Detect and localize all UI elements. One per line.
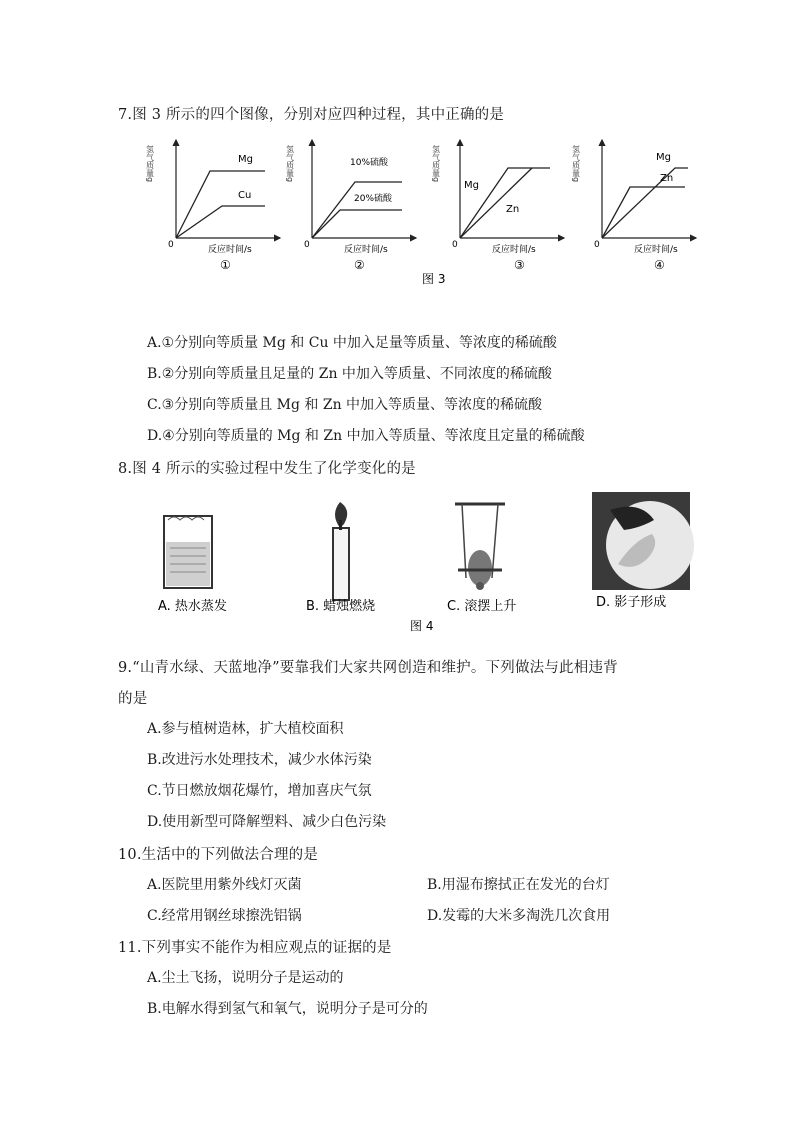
graph-4 [572,140,697,272]
q11-option-b: B.电解水得到氢气和氧气，说明分子是可分的 [147,1001,428,1017]
fig4-caption-d: D. 影子形成 [596,595,667,610]
q11-option-a: A.尘土飞扬，说明分子是运动的 [147,970,344,986]
graph-3-line-b: Zn [506,204,520,215]
graph-1-xlabel: 反应时间/s [208,245,252,255]
graph-2-origin: 0 [304,240,310,250]
graph-1-ylabel: 氢气质量g [145,145,155,183]
graph-2 [286,140,417,272]
q10-stem: 10.生活中的下列做法合理的是 [118,847,319,863]
graph-2-line-a: 10%硫酸 [350,158,389,168]
q10-option-d: D.发霉的大米多淘洗几次食用 [427,908,611,924]
graph-2-xlabel: 反应时间/s [344,245,388,255]
graph-2-line-b: 20%硫酸 [354,194,393,204]
fig4-caption-b: B. 蜡烛燃烧 [306,599,376,614]
graph-3-ylabel: 氢气质量g [431,145,441,183]
q10-option-c: C.经常用钢丝球擦洗铝锅 [147,908,302,924]
q9-option-c: C.节日燃放烟花爆竹，增加喜庆气氛 [147,783,372,799]
q7-option-c: C.③分别向等质量且 Mg 和 Zn 中加入等质量、等浓度的稀硫酸 [147,397,543,413]
q7-option-d: D.④分别向等质量的 Mg 和 Zn 中加入等质量、等浓度且定量的稀硫酸 [147,428,585,444]
graph-4-line-b: Zn [660,173,674,184]
graph-3 [432,140,565,272]
graph-1-line-b: Cu [238,190,252,201]
graph-4-line-a: Mg [656,152,671,163]
graph-3-origin: 0 [452,240,458,250]
graph-1-label: ① [220,258,231,272]
beaker-illustration [164,516,212,588]
graph-1-origin: 0 [168,240,174,250]
q11-stem: 11.下列事实不能作为相应观点的证据的是 [118,940,392,956]
q9-option-d: D.使用新型可降解塑料、减少白色污染 [147,814,387,830]
q10-option-b: B.用湿布擦拭正在发光的台灯 [427,877,610,893]
figure-3 [140,135,700,285]
candle-illustration [333,502,349,600]
graph-3-line-a: Mg [464,180,479,191]
graph-4-xlabel: 反应时间/s [634,245,678,255]
fig4-caption-c: C. 滚摆上升 [447,599,517,614]
graph-4-origin: 0 [594,240,600,250]
figure-3-caption: 图 3 [422,272,446,285]
figure-4 [140,490,700,638]
q9-stem-line2: 的是 [118,691,148,707]
q9-stem-line1: 9.“山青水绿、天蓝地净”要靠我们大家共网创造和维护。下列做法与此相违背 [118,660,618,676]
shadow-illustration [592,492,694,590]
figure-4-caption: 图 4 [410,619,434,633]
graph-3-xlabel: 反应时间/s [492,245,536,255]
q9-option-b: B.改进污水处理技术，减少水体污染 [147,752,372,768]
graph-3-label: ③ [514,258,525,272]
graph-1 [146,140,281,272]
fig4-caption-a: A. 热水蒸发 [158,599,227,614]
q8-stem: 8.图 4 所示的实验过程中发生了化学变化的是 [118,461,416,477]
graph-4-label: ④ [654,258,665,272]
graph-2-label: ② [354,258,365,272]
graph-4-ylabel: 氢气质量g [571,145,581,183]
q7-option-b: B.②分别向等质量且足量的 Zn 中加入等质量、不同浓度的稀硫酸 [147,366,552,382]
maxwell-wheel-illustration [455,504,505,590]
graph-2-ylabel: 氢气质量g [285,145,295,183]
q7-option-a: A.①分别向等质量 Mg 和 Cu 中加入足量等质量、等浓度的稀硫酸 [147,335,557,351]
q7-stem: 7.图 3 所示的四个图像，分别对应四种过程，其中正确的是 [118,107,505,123]
graph-1-line-a: Mg [238,154,253,165]
q10-option-a: A.医院里用紫外线灯灭菌 [147,877,302,893]
q9-option-a: A.参与植树造林，扩大植校面积 [147,721,344,737]
